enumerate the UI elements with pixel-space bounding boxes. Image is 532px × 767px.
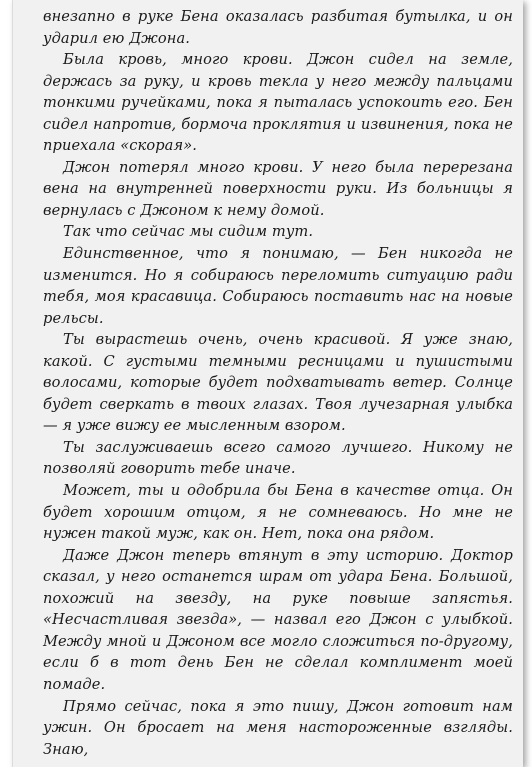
paragraph: Джон потерял много крови. У него была перерезана вена на внутренней поверхности руки. Из больницы я вернулась с Джоном к нему домой. bbox=[43, 158, 513, 219]
paragraph: Ты заслуживаешь всего самого лучшего. Никому не позволяй говорить тебе иначе. bbox=[43, 438, 513, 478]
paragraph: Прямо сейчас, пока я это пишу, Джон готовит нам ужин. Он бросает на меня настороженные взгляды. Знаю, bbox=[43, 697, 513, 758]
paragraph: Может, ты и одобрила бы Бена в качестве отца. Он будет хорошим отцом, я не сомневаюсь. Но мне не нужен такой муж, как он. Нет, пока она рядом. bbox=[43, 482, 513, 543]
paper-sheet bbox=[12, 0, 523, 767]
paragraph: Так что сейчас мы сидим тут. bbox=[63, 223, 314, 241]
paragraph: Была кровь, много крови. Джон сидел на земле, держась за руку, и кровь текла у него между пальцами тонкими ручейками, пока я пыталась успокоить его. Бен сидел напротив, бормоча проклятия и извинения, пока не приехала «скорая». bbox=[43, 51, 513, 155]
paragraph: Ты вырастешь очень, очень красивой. Я уже знаю, какой. С густыми темными ресницами и пушистыми волосами, которые будет подхватывать ветер. Солнце будет сверкать в твоих глазах. Твоя лучезарная улыбка — я уже вижу ее мысленным взором. bbox=[43, 331, 513, 435]
paragraph: Единственное, что я понимаю, — Бен никогда не изменится. Но я собираюсь переломить ситуацию ради тебя, моя красавица. Собираюсь поставить нас на новые рельсы. bbox=[43, 245, 513, 327]
paragraph: Даже Джон теперь втянут в эту историю. Доктор сказал, у него останется шрам от удара Бена. Большой, похожий на звезду, на руке повыше запястья. «Несчастливая звезда», — назвал его Джон с улыбкой. Между мной и Джоном все могло сложиться по-другому, если б в тот день Бен не сделал комплимент моей помаде. bbox=[43, 546, 513, 693]
page-text bbox=[43, 6, 513, 760]
paragraph: внезапно в руке Бена оказалась разбитая бутылка, и он ударил ею Джона. bbox=[43, 8, 513, 47]
